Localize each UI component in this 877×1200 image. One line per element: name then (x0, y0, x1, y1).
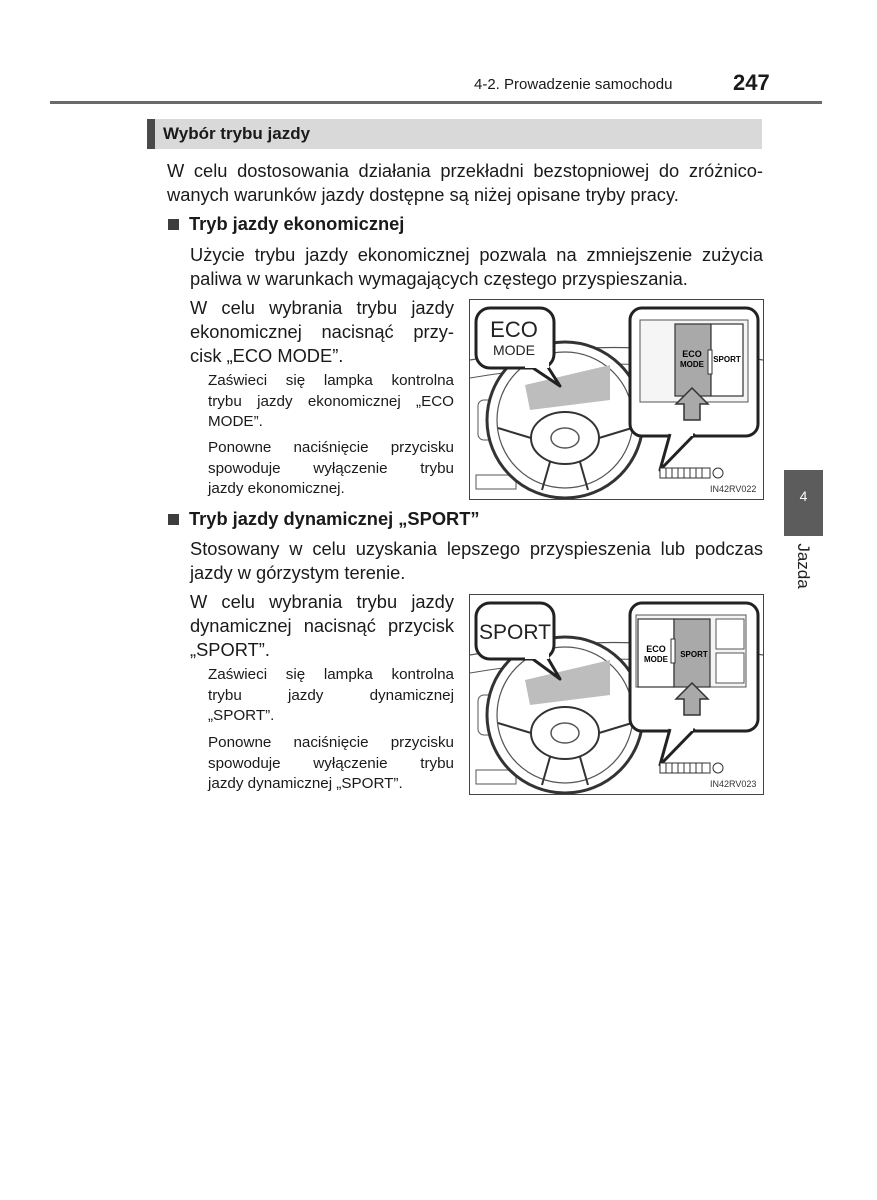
chapter-number: 4 (799, 488, 808, 504)
sport-button-label: SPORT (680, 650, 708, 659)
eco-mode-figure (469, 299, 764, 500)
sport-instruction-line: „SPORT”. (190, 639, 270, 660)
sport-note-line: spowoduje wyłączenie trybu (208, 754, 454, 772)
figure-code: IN42RV022 (710, 484, 757, 494)
eco-button-label: MODE (644, 655, 668, 664)
eco-note-line: Zaświeci się lampka kontrolna (208, 372, 454, 389)
sport-note-line: jazdy dynamicznej „SPORT”. (208, 775, 403, 793)
intro-line: wanych warunków jazdy dostępne są niżej opisane tryby pracy. (167, 184, 679, 205)
bullet-square-icon (168, 219, 179, 230)
eco-desc-line: paliwa w warunkach wymagających częstego przyspieszania. (190, 268, 688, 289)
eco-note-indicator (208, 371, 454, 433)
sport-instruction (190, 590, 454, 662)
sport-button-label: SPORT (713, 355, 741, 364)
sport-desc-line: Stosowany w celu uzyskania lepszego przyspieszenia lub podczas (190, 538, 763, 559)
sport-mode-figure (469, 594, 764, 795)
figure-code: IN42RV023 (710, 779, 757, 789)
eco-instruction (190, 296, 454, 368)
bullet-square-icon (168, 514, 179, 525)
eco-button-label: ECO (682, 349, 702, 359)
bubble-label: SPORT (479, 621, 551, 644)
bubble-label: MODE (493, 342, 535, 358)
eco-button-label: MODE (680, 360, 704, 369)
bubble-label: ECO (490, 317, 538, 342)
sport-note-line: Ponowne naciśnięcie przycisku (208, 734, 454, 751)
sport-heading (168, 508, 480, 530)
eco-instruction-line: ekonomicznej nacisnąć przy- (190, 321, 454, 342)
running-header-section: 4-2. Prowadzenie samochodu (474, 76, 673, 93)
sport-heading-text: Tryb jazdy dynamicznej „SPORT” (189, 508, 480, 529)
header-rule (50, 101, 822, 104)
sport-desc-line: jazdy w górzystym terenie. (190, 562, 406, 583)
eco-note-line: jazdy ekonomicznej. (208, 480, 345, 498)
eco-instruction-line: cisk „ECO MODE”. (190, 345, 344, 366)
sport-note-line: „SPORT”. (208, 707, 275, 725)
eco-note-off (208, 438, 454, 500)
page-number: 247 (733, 70, 770, 95)
eco-description (190, 243, 763, 291)
sport-note-line: Zaświeci się lampka kontrolna (208, 666, 454, 683)
chapter-label: Jazda (794, 543, 813, 589)
sport-instruction-line: dynamicznej nacisnąć przycisk (190, 615, 454, 636)
sport-note-line: trybu jazdy dynamicznej (208, 686, 454, 704)
sport-note-off (208, 733, 454, 795)
eco-note-line: Ponowne naciśnięcie przycisku (208, 439, 454, 456)
eco-note-line: spowoduje wyłączenie trybu (208, 459, 454, 477)
sport-description (190, 537, 763, 585)
sport-note-indicator (208, 665, 454, 727)
eco-heading (168, 213, 404, 235)
eco-desc-line: Użycie trybu jazdy ekonomicznej pozwala na zmniejszenie zużycia (190, 244, 763, 265)
eco-instruction-line: W celu wybrania trybu jazdy (190, 297, 454, 318)
eco-note-line: MODE”. (208, 413, 263, 431)
eco-button-label: ECO (646, 644, 666, 654)
intro-paragraph (167, 159, 763, 207)
sport-mode-illustration (470, 595, 763, 794)
section-title-accent (147, 119, 155, 149)
eco-note-line: trybu jazdy ekonomicznej „ECO (208, 392, 454, 410)
eco-heading-text: Tryb jazdy ekonomicznej (189, 213, 405, 234)
section-title: Wybór trybu jazdy (163, 124, 311, 143)
intro-line: W celu dostosowania działania przekładni bezstopniowej do zróżnico- (167, 160, 763, 181)
sport-instruction-line: W celu wybrania trybu jazdy (190, 591, 454, 612)
eco-mode-illustration (470, 300, 763, 499)
